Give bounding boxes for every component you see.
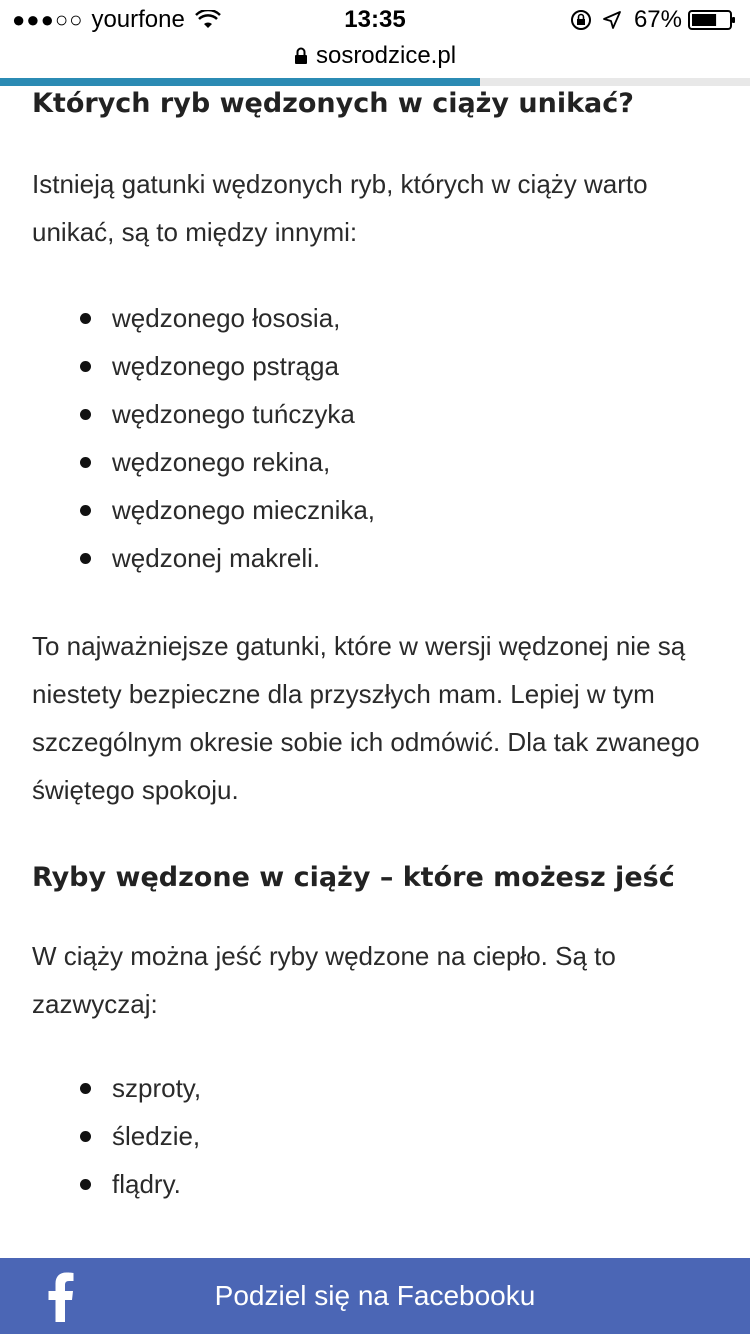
address-bar[interactable] bbox=[0, 40, 750, 78]
bullet-icon bbox=[80, 1179, 91, 1190]
list-item bbox=[32, 1064, 722, 1112]
list-item-text: wędzonej makreli. bbox=[112, 543, 321, 573]
url-text[interactable]: sosrodzice.pl bbox=[315, 42, 457, 69]
bullet-icon bbox=[80, 457, 91, 468]
bullet-icon bbox=[80, 505, 91, 516]
list-item-text: wędzonego pstrąga bbox=[112, 351, 339, 381]
location-icon bbox=[602, 10, 622, 30]
section-heading-avoid: Których ryb wędzonych w ciąży unikać? bbox=[32, 88, 634, 119]
fish-allowed-list bbox=[32, 1064, 722, 1208]
page-load-progress-fill bbox=[0, 78, 480, 86]
orientation-lock-icon bbox=[570, 9, 592, 31]
list-item-text: wędzonego tuńczyka bbox=[112, 399, 355, 429]
list-item bbox=[32, 486, 722, 534]
bullet-icon bbox=[80, 553, 91, 564]
list-item-text: śledzie, bbox=[112, 1121, 201, 1151]
clock: 13:35 bbox=[344, 6, 406, 33]
article-content bbox=[32, 86, 722, 1294]
list-item-text: wędzonego miecznika, bbox=[112, 495, 376, 525]
paragraph-allowed-intro: W ciąży można jeść ryby wędzone na ciepło. Są to zazwyczaj: bbox=[32, 941, 616, 1019]
facebook-share-label[interactable]: Podziel się na Facebooku bbox=[214, 1280, 536, 1311]
list-item bbox=[32, 1112, 722, 1160]
section-heading-allowed: Ryby wędzone w ciąży – które możesz jeść bbox=[32, 862, 675, 893]
list-item bbox=[32, 534, 722, 582]
paragraph-summary: To najważniejsze gatunki, które w wersji wędzonej nie są niestety bezpieczne dla przyszłych mam. Lepiej w tym szczególnym okresie sobie ich odmówić. Dla tak zwanego świętego spokoju. bbox=[32, 631, 700, 805]
battery-percent: 67% bbox=[633, 6, 682, 33]
list-item-text: szproty, bbox=[112, 1073, 202, 1103]
bullet-icon bbox=[80, 409, 91, 420]
carrier-name: yourfone bbox=[91, 6, 185, 33]
bullet-icon bbox=[80, 361, 91, 372]
padlock-icon bbox=[294, 47, 308, 65]
facebook-share-button[interactable] bbox=[0, 1258, 750, 1334]
list-item-text: wędzonego rekina, bbox=[112, 447, 331, 477]
fish-to-avoid-list bbox=[32, 294, 722, 582]
battery-icon bbox=[688, 10, 736, 30]
page-load-progress bbox=[0, 78, 750, 86]
status-right bbox=[570, 6, 736, 34]
list-item bbox=[32, 438, 722, 486]
bullet-icon bbox=[80, 313, 91, 324]
list-item-text: wędzonego łososia, bbox=[112, 303, 341, 333]
list-item bbox=[32, 294, 722, 342]
bullet-icon bbox=[80, 1131, 91, 1142]
bullet-icon bbox=[80, 1083, 91, 1094]
list-item-text: flądry. bbox=[112, 1169, 181, 1199]
list-item bbox=[32, 390, 722, 438]
list-item bbox=[32, 1160, 722, 1208]
signal-strength: ●●●○○ bbox=[12, 7, 84, 32]
status-bar bbox=[0, 0, 750, 40]
paragraph-intro: Istnieją gatunki wędzonych ryb, których w ciąży warto unikać, są to między innymi: bbox=[32, 169, 648, 247]
list-item bbox=[32, 342, 722, 390]
